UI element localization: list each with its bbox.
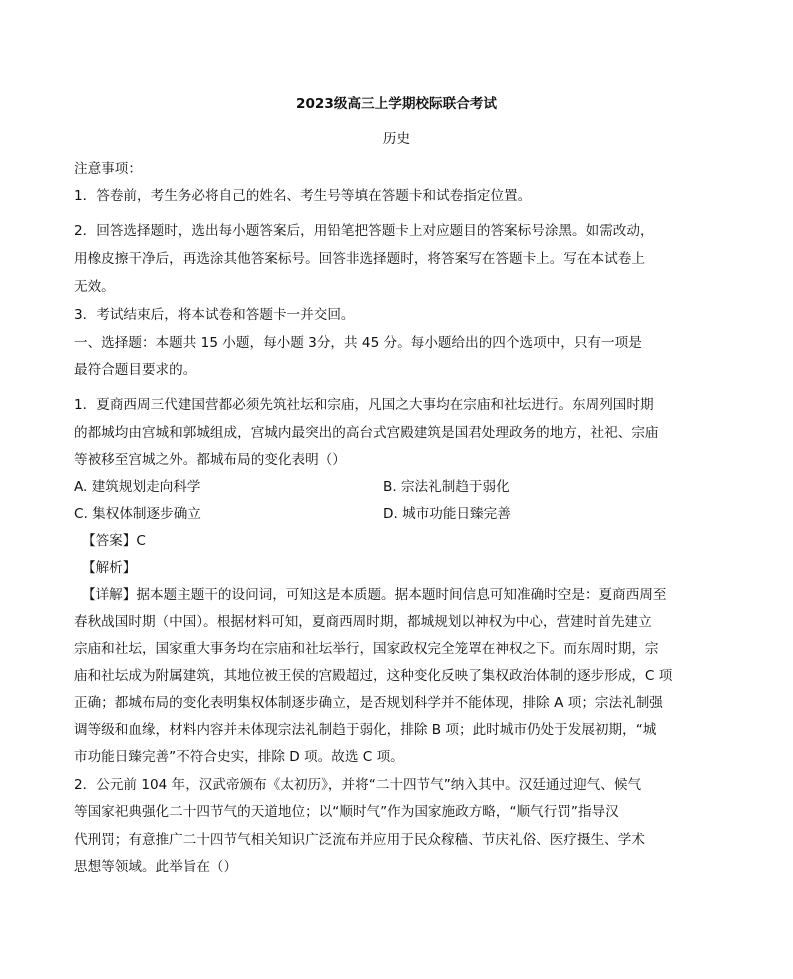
option-d: D. 城市功能日臻完善	[383, 506, 511, 522]
analysis-line: 调等级和血缘，材料内容并未体现宗法礼制趋于弱化，排除 B 项；此时城市仍处于发展初期，“城	[74, 722, 657, 738]
analysis-line: 【详解】据本题主题干的设问词，可知这是本质题。据本题时间信息可知准确时空是：夏商西周至	[82, 587, 667, 603]
analysis-line: 正确；都城布局的变化表明集权体制逐步确立，是否规划科学并不能体现，排除 A 项；宗法礼制强	[74, 695, 663, 711]
exam-title: 2023级高三上学期校际联合考试	[296, 96, 497, 112]
note-line: 用橡皮擦干净后，再选涂其他答案标号。回答非选择题时，将答案写在答题卡上。写在本试卷上	[74, 251, 645, 267]
note-line: 2．回答选择题时，选出每小题答案后，用铅笔把答题卡上对应题目的答案标号涂黑。如需改动，	[74, 223, 654, 239]
note-line: 3．考试结束后，将本试卷和答题卡一并交回。	[74, 307, 355, 323]
question-stem: 等被移至宫城之外。都城布局的变化表明（）	[74, 452, 346, 468]
section-heading: 一、选择题：本题共 15 小题，每小题 3分，共 45 分。每小题给出的四个选项中，只有一项是	[74, 335, 642, 351]
analysis-label: 【解析】	[82, 560, 137, 576]
question-stem: 1．夏商西周三代建国营都必须先筑社坛和宗庙，凡国之大事均在宗庙和社坛进行。东周列国时期	[74, 397, 654, 413]
option-a: A. 建筑规划走向科学	[74, 479, 201, 495]
analysis-line: 春秋战国时期（中国）。根据材料可知，夏商西周时期，都城规划以神权为中心，营建时首先建立	[74, 614, 652, 630]
question-stem: 思想等领域。此举旨在（）	[74, 859, 238, 875]
note-line: 无效。	[74, 279, 115, 295]
section-heading: 最符合题目要求的。	[74, 362, 197, 378]
subject-title: 历史	[382, 131, 411, 147]
question-stem: 2．公元前 104 年，汉武帝颁布《太初历》，并将“二十四节气”纳入其中。汉廷通过迎气、候气	[74, 777, 642, 793]
question-stem: 等国家祀典强化二十四节气的天道地位；以“顺时气”作为国家施政方略，“顺气行罚”指导汉	[74, 804, 619, 820]
note-line: 1．答卷前，考生务必将自己的姓名、考生号等填在答题卡和试卷指定位置。	[74, 188, 532, 204]
analysis-line: 宗庙和社坛，国家重大事务均在宗庙和社坛举行，国家政权完全笼罩在神权之下。而东周时期，宗	[74, 641, 659, 657]
notes-heading: 注意事项：	[74, 161, 142, 177]
answer-label: 【答案】C	[82, 533, 146, 549]
analysis-line: 庙和社坛成为附属建筑，其地位被王侯的宫殿超过，这种变化反映了集权政治体制的逐步形成，C 项	[74, 668, 673, 684]
question-stem: 的都城均由宫城和郭城组成，宫城内最突出的高台式宫殿建筑是国君处理政务的地方，社祀、宗庙	[74, 425, 659, 441]
question-stem: 代刑罚；有意推广二十四节气相关知识广泛流布并应用于民众稼穑、节庆礼俗、医疗摄生、学术	[74, 832, 645, 848]
analysis-line: 市功能日臻完善”不符合史实，排除 D 项。故选 C 项。	[74, 749, 404, 765]
option-c: C. 集权体制逐步确立	[74, 506, 201, 522]
option-b: B. 宗法礼制趋于弱化	[383, 479, 510, 495]
